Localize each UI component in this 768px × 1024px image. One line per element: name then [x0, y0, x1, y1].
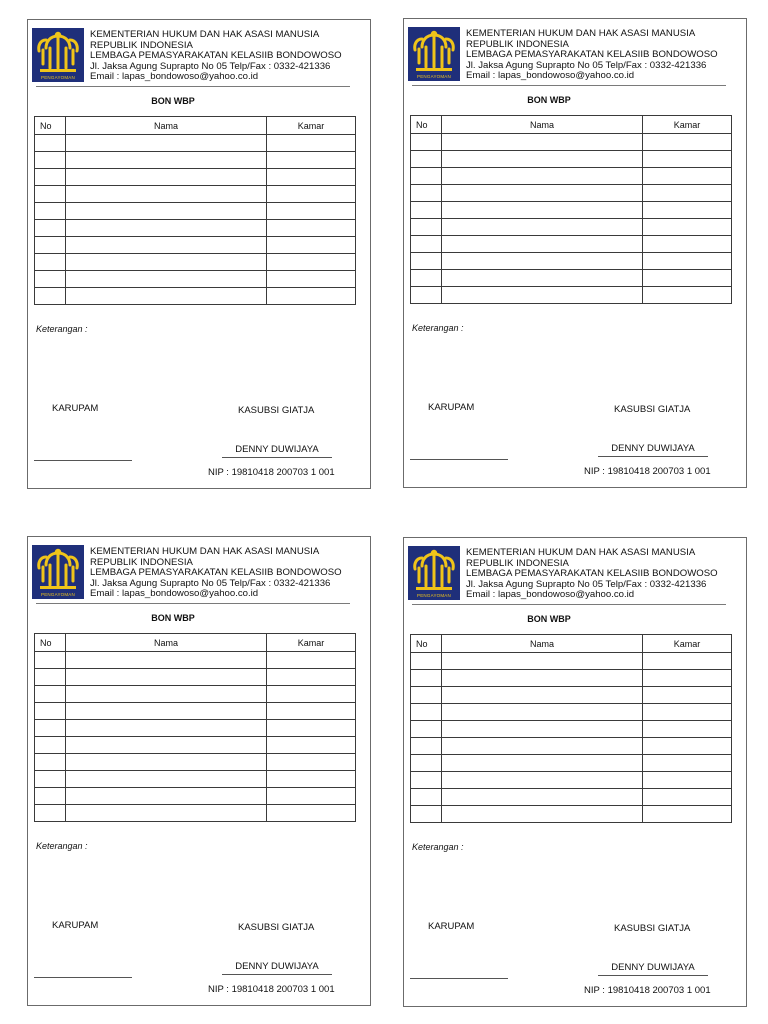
country-name: REPUBLIK INDONESIA	[466, 38, 569, 50]
column-header-no: No	[411, 635, 442, 653]
table-row	[411, 236, 732, 253]
email: Email : lapas_bondowoso@yahoo.co.id	[90, 71, 259, 83]
table-row	[35, 203, 356, 220]
table-row	[35, 152, 356, 169]
right-signer-title: KASUBSI GIATJA	[614, 404, 691, 415]
cell-nama[interactable]	[66, 771, 267, 788]
cell-no[interactable]	[411, 287, 442, 304]
column-header-nama: Nama	[442, 635, 643, 653]
cell-nama[interactable]	[66, 288, 267, 305]
right-signer-name: DENNY DUWIJAYA	[598, 443, 708, 457]
email: Email : lapas_bondowoso@yahoo.co.id	[466, 70, 635, 82]
cell-kamar[interactable]	[267, 788, 356, 805]
table-header-row	[411, 635, 732, 653]
bon-wbp-form-2	[403, 18, 747, 488]
header-divider	[36, 603, 350, 604]
header-divider	[412, 85, 726, 86]
cell-no[interactable]	[35, 703, 66, 720]
cell-nama[interactable]	[66, 737, 267, 754]
cell-nama[interactable]	[66, 652, 267, 669]
table-row	[35, 686, 356, 703]
letterhead	[90, 547, 342, 600]
cell-no[interactable]	[411, 236, 442, 253]
table-row	[35, 703, 356, 720]
table-row	[411, 687, 732, 704]
cell-no[interactable]	[411, 219, 442, 236]
prisoner-table	[34, 633, 356, 822]
cell-nama[interactable]	[442, 202, 643, 219]
cell-nama[interactable]	[442, 168, 643, 185]
address: Jl. Jaksa Agung Suprapto No 05 Telp/Fax : 0332-421336	[90, 60, 331, 72]
cell-kamar[interactable]	[643, 755, 732, 772]
banyan-tree-icon	[32, 545, 84, 599]
cell-nama[interactable]	[442, 287, 643, 304]
cell-no[interactable]	[35, 254, 66, 271]
cell-nama[interactable]	[66, 686, 267, 703]
cell-kamar[interactable]	[643, 219, 732, 236]
form-title: BON WBP	[151, 613, 195, 623]
cell-nama[interactable]	[66, 720, 267, 737]
cell-kamar[interactable]	[267, 220, 356, 237]
table-header-row	[35, 117, 356, 135]
cell-no[interactable]	[411, 202, 442, 219]
table-row	[35, 788, 356, 805]
table-row	[411, 704, 732, 721]
cell-kamar[interactable]	[267, 686, 356, 703]
cell-kamar[interactable]	[643, 185, 732, 202]
cell-no[interactable]	[35, 220, 66, 237]
cell-no[interactable]	[411, 151, 442, 168]
table-row	[411, 253, 732, 270]
left-signature-line	[34, 460, 132, 461]
table-row	[411, 738, 732, 755]
keterangan-label: Keterangan :	[412, 323, 464, 333]
cell-kamar[interactable]	[267, 703, 356, 720]
table-row	[411, 168, 732, 185]
cell-kamar[interactable]	[267, 737, 356, 754]
institution-name: LEMBAGA PEMASYARAKATAN KELASIIB BONDOWOSO	[90, 567, 342, 579]
cell-kamar[interactable]	[267, 135, 356, 152]
left-signer-title: KARUPAM	[428, 921, 475, 932]
cell-kamar[interactable]	[643, 653, 732, 670]
cell-no[interactable]	[411, 721, 442, 738]
table-row	[35, 720, 356, 737]
keterangan-label: Keterangan :	[412, 842, 464, 852]
cell-kamar[interactable]	[643, 134, 732, 151]
cell-no[interactable]	[35, 652, 66, 669]
left-signature-line	[410, 459, 508, 460]
right-signer-nip: NIP : 19810418 200703 1 001	[208, 984, 335, 995]
cell-kamar[interactable]	[643, 687, 732, 704]
cell-kamar[interactable]	[267, 152, 356, 169]
cell-no[interactable]	[411, 738, 442, 755]
form-title: BON WBP	[151, 96, 195, 106]
right-signer-name: DENNY DUWIJAYA	[598, 962, 708, 976]
logo-caption: PENGAYOMAN	[41, 592, 75, 597]
table-row	[411, 755, 732, 772]
header-divider	[412, 604, 726, 605]
cell-kamar[interactable]	[643, 704, 732, 721]
form-title: BON WBP	[527, 614, 571, 624]
cell-kamar[interactable]	[267, 720, 356, 737]
logo-caption: PENGAYOMAN	[417, 593, 451, 598]
cell-kamar[interactable]	[643, 151, 732, 168]
column-header-nama: Nama	[442, 116, 643, 134]
institution-name: LEMBAGA PEMASYARAKATAN KELASIIB BONDOWOSO	[466, 568, 718, 580]
table-row	[35, 805, 356, 822]
table-row	[411, 806, 732, 823]
cell-kamar[interactable]	[643, 772, 732, 789]
cell-kamar[interactable]	[267, 237, 356, 254]
cell-no[interactable]	[411, 670, 442, 687]
cell-nama[interactable]	[442, 755, 643, 772]
cell-no[interactable]	[35, 737, 66, 754]
table-row	[35, 737, 356, 754]
cell-no[interactable]	[35, 669, 66, 686]
cell-kamar[interactable]	[643, 670, 732, 687]
left-signature-line	[34, 977, 132, 978]
cell-nama[interactable]	[66, 186, 267, 203]
cell-no[interactable]	[35, 754, 66, 771]
table-header-row	[411, 116, 732, 134]
cell-kamar[interactable]	[267, 805, 356, 822]
right-signer-nip: NIP : 19810418 200703 1 001	[584, 466, 711, 477]
banyan-tree-icon	[408, 546, 460, 600]
left-signer-title: KARUPAM	[52, 920, 99, 931]
cell-no[interactable]	[35, 152, 66, 169]
email: Email : lapas_bondowoso@yahoo.co.id	[90, 588, 259, 600]
cell-no[interactable]	[411, 704, 442, 721]
left-signature-line	[410, 978, 508, 979]
address: Jl. Jaksa Agung Suprapto No 05 Telp/Fax : 0332-421336	[466, 59, 707, 71]
cell-kamar[interactable]	[267, 754, 356, 771]
bon-wbp-form-3	[27, 536, 371, 1006]
banyan-tree-icon	[408, 27, 460, 81]
table-row	[35, 288, 356, 305]
logo-caption: PENGAYOMAN	[41, 75, 75, 80]
cell-no[interactable]	[35, 720, 66, 737]
institution-name: LEMBAGA PEMASYARAKATAN KELASIIB BONDOWOSO	[466, 49, 718, 61]
table-row	[35, 135, 356, 152]
table-row	[411, 653, 732, 670]
cell-kamar[interactable]	[643, 270, 732, 287]
cell-nama[interactable]	[442, 721, 643, 738]
cell-no[interactable]	[411, 772, 442, 789]
banyan-tree-icon	[32, 28, 84, 82]
left-signer-title: KARUPAM	[52, 403, 99, 414]
cell-no[interactable]	[411, 806, 442, 823]
cell-kamar[interactable]	[643, 236, 732, 253]
table-header-row	[35, 634, 356, 652]
country-name: REPUBLIK INDONESIA	[90, 556, 193, 568]
logo-pengayoman	[408, 27, 460, 81]
cell-nama[interactable]	[442, 270, 643, 287]
table-row	[411, 134, 732, 151]
cell-no[interactable]	[411, 185, 442, 202]
email: Email : lapas_bondowoso@yahoo.co.id	[466, 589, 635, 601]
cell-nama[interactable]	[66, 754, 267, 771]
cell-nama[interactable]	[442, 806, 643, 823]
address: Jl. Jaksa Agung Suprapto No 05 Telp/Fax : 0332-421336	[90, 577, 331, 589]
cell-kamar[interactable]	[267, 186, 356, 203]
table-row	[411, 270, 732, 287]
right-signer-name: DENNY DUWIJAYA	[222, 444, 332, 458]
table-row	[35, 169, 356, 186]
cell-kamar[interactable]	[267, 203, 356, 220]
cell-nama[interactable]	[442, 738, 643, 755]
column-header-kamar: Kamar	[267, 634, 356, 652]
cell-nama[interactable]	[66, 805, 267, 822]
cell-kamar[interactable]	[267, 771, 356, 788]
address: Jl. Jaksa Agung Suprapto No 05 Telp/Fax : 0332-421336	[466, 578, 707, 590]
cell-nama[interactable]	[442, 151, 643, 168]
right-signer-nip: NIP : 19810418 200703 1 001	[584, 985, 711, 996]
cell-nama[interactable]	[442, 185, 643, 202]
cell-nama[interactable]	[442, 670, 643, 687]
header-divider	[36, 86, 350, 87]
column-header-nama: Nama	[66, 634, 267, 652]
table-row	[35, 271, 356, 288]
cell-kamar[interactable]	[643, 738, 732, 755]
table-row	[411, 151, 732, 168]
keterangan-label: Keterangan :	[36, 841, 88, 851]
bon-wbp-form-1	[27, 19, 371, 489]
cell-kamar[interactable]	[267, 271, 356, 288]
cell-nama[interactable]	[442, 772, 643, 789]
cell-no[interactable]	[411, 653, 442, 670]
logo-pengayoman	[32, 545, 84, 599]
bon-wbp-form-4	[403, 537, 747, 1007]
right-signer-name: DENNY DUWIJAYA	[222, 961, 332, 975]
ministry-name: KEMENTERIAN HUKUM DAN HAK ASASI MANUSIA	[466, 547, 696, 558]
table-row	[35, 652, 356, 669]
table-row	[411, 202, 732, 219]
ministry-name: KEMENTERIAN HUKUM DAN HAK ASASI MANUSIA	[90, 546, 320, 557]
ministry-name: KEMENTERIAN HUKUM DAN HAK ASASI MANUSIA	[466, 28, 696, 39]
cell-nama[interactable]	[66, 220, 267, 237]
column-header-no: No	[35, 634, 66, 652]
cell-nama[interactable]	[66, 203, 267, 220]
cell-nama[interactable]	[66, 788, 267, 805]
table-row	[411, 670, 732, 687]
prisoner-table	[34, 116, 356, 305]
cell-nama[interactable]	[442, 687, 643, 704]
table-row	[411, 789, 732, 806]
table-row	[411, 721, 732, 738]
column-header-kamar: Kamar	[267, 117, 356, 135]
cell-no[interactable]	[411, 134, 442, 151]
cell-kamar[interactable]	[267, 169, 356, 186]
prisoner-table	[410, 115, 732, 304]
letterhead	[90, 30, 342, 83]
cell-nama[interactable]	[66, 152, 267, 169]
cell-nama[interactable]	[442, 789, 643, 806]
cell-no[interactable]	[35, 686, 66, 703]
cell-nama[interactable]	[66, 703, 267, 720]
cell-no[interactable]	[35, 169, 66, 186]
prisoner-table	[410, 634, 732, 823]
cell-no[interactable]	[35, 805, 66, 822]
logo-caption: PENGAYOMAN	[417, 74, 451, 79]
cell-kamar[interactable]	[643, 168, 732, 185]
table-row	[35, 754, 356, 771]
cell-no[interactable]	[35, 288, 66, 305]
cell-nama[interactable]	[442, 236, 643, 253]
country-name: REPUBLIK INDONESIA	[90, 39, 193, 51]
table-row	[35, 669, 356, 686]
cell-nama[interactable]	[66, 271, 267, 288]
cell-no[interactable]	[35, 135, 66, 152]
cell-no[interactable]	[35, 271, 66, 288]
table-row	[411, 219, 732, 236]
cell-kamar[interactable]	[267, 652, 356, 669]
logo-pengayoman	[408, 546, 460, 600]
country-name: REPUBLIK INDONESIA	[466, 557, 569, 569]
column-header-kamar: Kamar	[643, 116, 732, 134]
cell-no[interactable]	[411, 168, 442, 185]
right-signer-title: KASUBSI GIATJA	[614, 923, 691, 934]
right-signer-nip: NIP : 19810418 200703 1 001	[208, 467, 335, 478]
cell-kamar[interactable]	[267, 669, 356, 686]
form-title: BON WBP	[527, 95, 571, 105]
cell-no[interactable]	[35, 788, 66, 805]
cell-no[interactable]	[411, 270, 442, 287]
table-row	[411, 185, 732, 202]
cell-nama[interactable]	[66, 169, 267, 186]
cell-kamar[interactable]	[643, 806, 732, 823]
ministry-name: KEMENTERIAN HUKUM DAN HAK ASASI MANUSIA	[90, 29, 320, 40]
cell-kamar[interactable]	[643, 202, 732, 219]
column-header-no: No	[35, 117, 66, 135]
keterangan-label: Keterangan :	[36, 324, 88, 334]
cell-no[interactable]	[35, 203, 66, 220]
cell-nama[interactable]	[66, 254, 267, 271]
cell-nama[interactable]	[66, 669, 267, 686]
cell-no[interactable]	[411, 755, 442, 772]
cell-kamar[interactable]	[267, 288, 356, 305]
cell-nama[interactable]	[442, 134, 643, 151]
column-header-no: No	[411, 116, 442, 134]
institution-name: LEMBAGA PEMASYARAKATAN KELASIIB BONDOWOSO	[90, 50, 342, 62]
cell-nama[interactable]	[66, 135, 267, 152]
cell-kamar[interactable]	[643, 789, 732, 806]
table-row	[35, 186, 356, 203]
logo-pengayoman	[32, 28, 84, 82]
column-header-nama: Nama	[66, 117, 267, 135]
cell-nama[interactable]	[442, 219, 643, 236]
table-row	[411, 287, 732, 304]
cell-kamar[interactable]	[643, 721, 732, 738]
cell-nama[interactable]	[66, 237, 267, 254]
left-signer-title: KARUPAM	[428, 402, 475, 413]
cell-nama[interactable]	[442, 253, 643, 270]
cell-nama[interactable]	[442, 653, 643, 670]
right-signer-title: KASUBSI GIATJA	[238, 922, 315, 933]
cell-kamar[interactable]	[643, 253, 732, 270]
cell-no[interactable]	[411, 687, 442, 704]
cell-kamar[interactable]	[643, 287, 732, 304]
table-row	[411, 772, 732, 789]
table-row	[35, 237, 356, 254]
table-row	[35, 220, 356, 237]
cell-kamar[interactable]	[267, 254, 356, 271]
right-signer-title: KASUBSI GIATJA	[238, 405, 315, 416]
cell-nama[interactable]	[442, 704, 643, 721]
cell-no[interactable]	[411, 789, 442, 806]
table-row	[35, 771, 356, 788]
cell-no[interactable]	[35, 237, 66, 254]
letterhead	[466, 548, 718, 601]
column-header-kamar: Kamar	[643, 635, 732, 653]
cell-no[interactable]	[35, 771, 66, 788]
table-row	[35, 254, 356, 271]
cell-no[interactable]	[411, 253, 442, 270]
letterhead	[466, 29, 718, 82]
cell-no[interactable]	[35, 186, 66, 203]
